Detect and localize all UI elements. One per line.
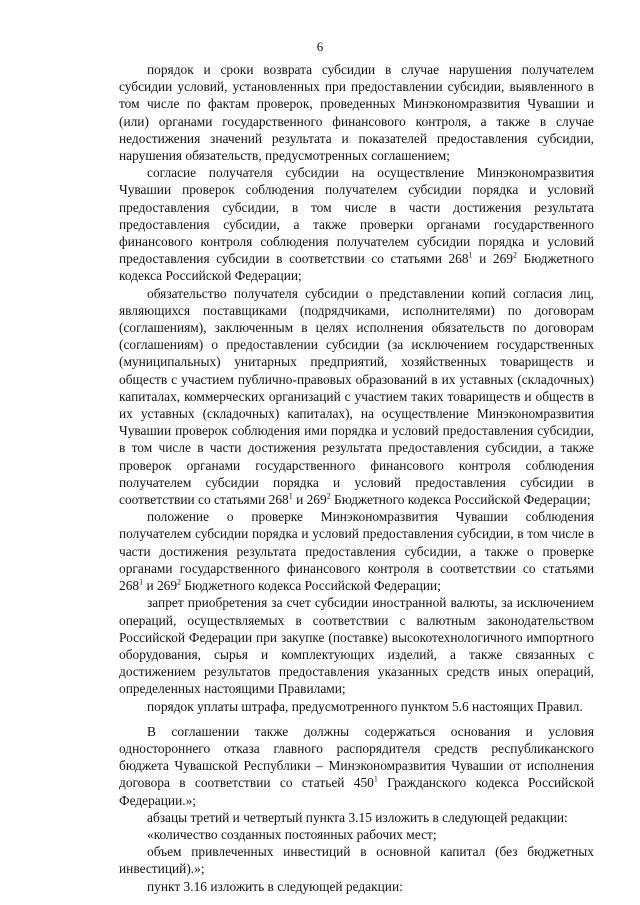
paragraph-text: и 269 xyxy=(472,251,513,267)
paragraph-inspection-provision xyxy=(119,508,594,594)
paragraph-currency-ban: запрет приобретения за счет субсидии иностранной валюты, за исключением операций, осуществляемых в соответствии с валютным законодательством Российской Федерации при закупке (поставке) высокотехнологичного импортного оборудования, сырья и комплектующих изделий, а также связанных с достижением результатов предоставления указанных средств иных операций, определенных настоящими Правилами; xyxy=(119,595,594,697)
superscript: 1 xyxy=(139,577,144,587)
paragraph-text: В соглашении также должны содержаться основания и условия одностороннего отказа главного распорядителя средств республиканского бюджета Чувашской Республики – Минэкономразвития Чувашии от исполнения договора в соответствии со статьей 450 xyxy=(119,723,594,791)
superscript: 2 xyxy=(512,250,517,260)
superscript: 1 xyxy=(288,491,293,501)
paragraph-text: и 269 xyxy=(143,578,178,594)
paragraph-fine-procedure: порядок уплаты штрафа, предусмотренного пунктом 5.6 настоящих Правил. xyxy=(147,698,583,714)
paragraph-text: согласие получателя субсидии на осуществление Минэкономразвития Чувашии проверок соблюдения получателем субсидии порядка и условий предоставления субсидии, в том числе в части достижения результата предоставления субсидии, а также проверки органами государственного финансового контроля соблюдения получателем субсидии порядка и условий предоставления субсидии в соответствии со статьями 268 xyxy=(119,165,594,267)
paragraph-jobs-created: «количество созданных постоянных рабочих мест; xyxy=(147,826,437,842)
paragraph-text: Бюджетного кодекса Российской Федерации; xyxy=(330,492,591,508)
superscript: 2 xyxy=(177,577,182,587)
paragraph-text: и 269 xyxy=(292,492,327,508)
paragraph-supplier-consent xyxy=(119,285,594,509)
paragraph-refund-procedure: порядок и сроки возврата субсидии в случае нарушения получателем субсидии условий, установленных при предоставлении субсидии, выявленного в том числе по фактам проверок, проведенных Минэкономразвития Чувашии и (или) органами государственного финансового контроля, а также в случае недостижения значений результата и показателей предоставления субсидии, нарушения обязательств, предусмотренных соглашением; xyxy=(119,62,594,164)
superscript: 1 xyxy=(373,774,378,784)
paragraph-text: Бюджетного кодекса Российской Федерации; xyxy=(181,578,441,594)
paragraph-text: положение о проверке Минэкономразвития Чувашии соблюдения получателем субсидии порядка и условий предоставления субсидии, в том числе в части достижения результата предоставления субсидии, а также о проверке органами государственного финансового контроля в соответствии со статьями 268 xyxy=(119,509,594,594)
paragraph-unilateral-refusal xyxy=(119,723,594,809)
body-text xyxy=(119,61,594,895)
paragraph-consent-inspections xyxy=(119,164,594,284)
paragraph-text: Бюджетного кодекса Российской Федерации; xyxy=(119,251,594,284)
paragraph-amendment-3-15: абзацы третий и четвертый пункта 3.15 изложить в следующей редакции: xyxy=(147,809,568,825)
paragraph-amendment-3-16: пункт 3.16 изложить в следующей редакции: xyxy=(147,878,403,894)
superscript: 2 xyxy=(326,491,331,501)
superscript: 1 xyxy=(468,250,473,260)
paragraph-text: Гражданского кодекса Российской Федерации.»; xyxy=(119,775,594,808)
paragraph-text: обязательство получателя субсидии о представлении копий согласия лиц, являющихся поставщиками (подрядчиками, исполнителями) по договорам (соглашениям), заключенным в целях исполнения обязательств по договорам (соглашениям) о предоставлении субсидии (за исключением государственных (муниципальных) унитарных предприятий, хозяйственных товариществ и обществ с участием публично-правовых образований в их уставных (складочных) капиталах, коммерческих организаций с участием таких товариществ и обществ в их уставных (складочных) капиталах), на осуществление Минэкономразвития Чувашии проверок соблюдения ими порядка и условий предоставления субсидии, в том числе в части достижения результата предоставления субсидии, а также проверок органами государственного финансового контроля соблюдения получателем субсидии порядка и условий предоставления субсидии в соответствии со статьями 268 xyxy=(119,285,594,508)
page-number: 6 xyxy=(316,39,324,54)
paragraph-investments: объем привлеченных инвестиций в основной капитал (без бюджетных инвестиций).»; xyxy=(119,844,594,877)
